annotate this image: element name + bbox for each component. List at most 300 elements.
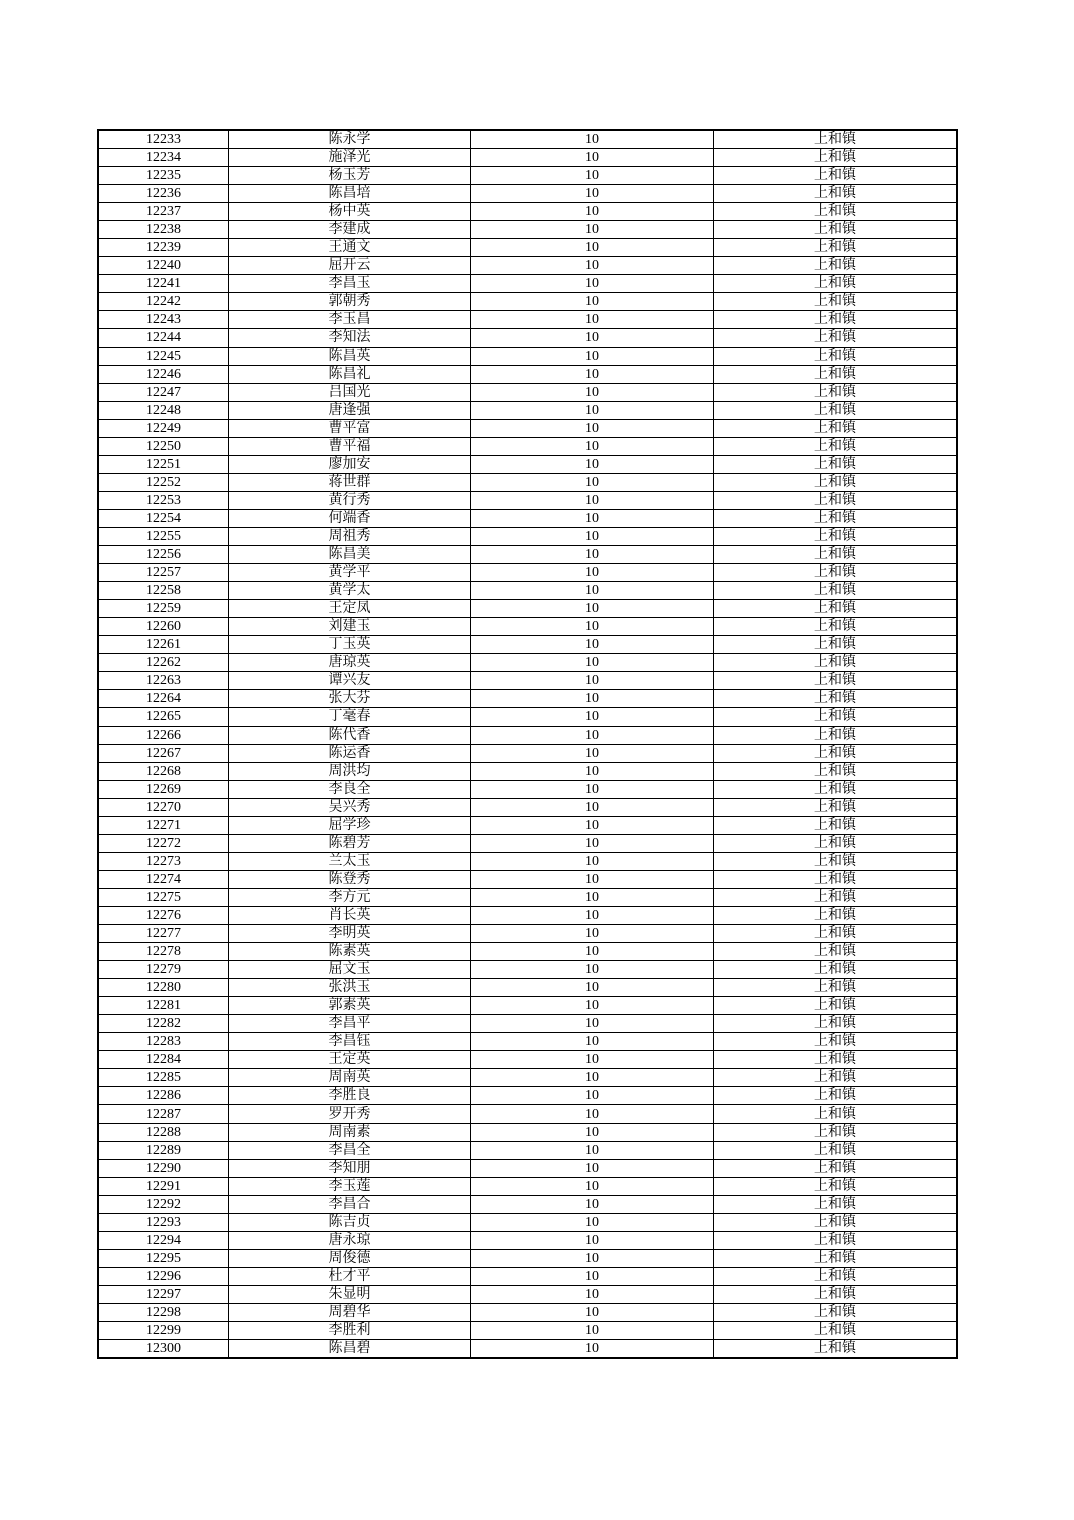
- cell-amount: 10: [471, 798, 714, 816]
- cell-name: 李方元: [229, 888, 471, 906]
- cell-name: 陈昌英: [229, 347, 471, 365]
- cell-amount: 10: [471, 365, 714, 383]
- table-row: [98, 925, 957, 943]
- cell-name: 丁毫春: [229, 708, 471, 726]
- cell-town: 上和镇: [714, 383, 958, 401]
- cell-town: 上和镇: [714, 509, 958, 527]
- table-row: [98, 1051, 957, 1069]
- table-row: [98, 1195, 957, 1213]
- cell-name: 张大芬: [229, 690, 471, 708]
- cell-amount: 10: [471, 419, 714, 437]
- cell-name: 黄行秀: [229, 491, 471, 509]
- cell-id: 12261: [98, 636, 229, 654]
- cell-name: 李明英: [229, 925, 471, 943]
- cell-name: 周南素: [229, 1123, 471, 1141]
- cell-town: 上和镇: [714, 546, 958, 564]
- cell-amount: 10: [471, 744, 714, 762]
- cell-amount: 10: [471, 1051, 714, 1069]
- cell-town: 上和镇: [714, 979, 958, 997]
- cell-name: 兰太玉: [229, 852, 471, 870]
- cell-town: 上和镇: [714, 961, 958, 979]
- cell-name: 李知法: [229, 329, 471, 347]
- cell-amount: 10: [471, 1304, 714, 1322]
- table-row: [98, 708, 957, 726]
- cell-id: 12248: [98, 401, 229, 419]
- cell-id: 12260: [98, 618, 229, 636]
- cell-amount: 10: [471, 329, 714, 347]
- cell-town: 上和镇: [714, 654, 958, 672]
- cell-id: 12272: [98, 834, 229, 852]
- cell-id: 12281: [98, 997, 229, 1015]
- table-row: [98, 870, 957, 888]
- cell-amount: 10: [471, 257, 714, 275]
- table-row: [98, 257, 957, 275]
- cell-id: 12235: [98, 167, 229, 185]
- cell-amount: 10: [471, 437, 714, 455]
- cell-town: 上和镇: [714, 1159, 958, 1177]
- cell-name: 李昌玉: [229, 275, 471, 293]
- cell-town: 上和镇: [714, 1195, 958, 1213]
- cell-id: 12286: [98, 1087, 229, 1105]
- table-row: [98, 311, 957, 329]
- table-row: [98, 979, 957, 997]
- cell-amount: 10: [471, 1195, 714, 1213]
- cell-id: 12271: [98, 816, 229, 834]
- cell-amount: 10: [471, 1123, 714, 1141]
- cell-town: 上和镇: [714, 311, 958, 329]
- cell-id: 12285: [98, 1069, 229, 1087]
- cell-town: 上和镇: [714, 401, 958, 419]
- cell-name: 陈素英: [229, 943, 471, 961]
- cell-town: 上和镇: [714, 130, 958, 149]
- cell-town: 上和镇: [714, 293, 958, 311]
- cell-name: 杜才平: [229, 1267, 471, 1285]
- cell-name: 屈开云: [229, 257, 471, 275]
- cell-name: 陈昌培: [229, 185, 471, 203]
- cell-town: 上和镇: [714, 149, 958, 167]
- cell-name: 刘建玉: [229, 618, 471, 636]
- table-row: [98, 149, 957, 167]
- cell-id: 12269: [98, 780, 229, 798]
- cell-id: 12282: [98, 1015, 229, 1033]
- cell-id: 12299: [98, 1322, 229, 1340]
- cell-amount: 10: [471, 130, 714, 149]
- table-row: [98, 185, 957, 203]
- cell-id: 12252: [98, 473, 229, 491]
- table-row: [98, 1213, 957, 1231]
- cell-town: 上和镇: [714, 1177, 958, 1195]
- cell-amount: 10: [471, 221, 714, 239]
- cell-name: 陈碧芳: [229, 834, 471, 852]
- cell-amount: 10: [471, 654, 714, 672]
- cell-town: 上和镇: [714, 491, 958, 509]
- cell-town: 上和镇: [714, 1051, 958, 1069]
- table-row: [98, 618, 957, 636]
- cell-town: 上和镇: [714, 852, 958, 870]
- cell-town: 上和镇: [714, 834, 958, 852]
- cell-amount: 10: [471, 149, 714, 167]
- cell-amount: 10: [471, 636, 714, 654]
- cell-town: 上和镇: [714, 1322, 958, 1340]
- cell-name: 郭素英: [229, 997, 471, 1015]
- cell-name: 李玉莲: [229, 1177, 471, 1195]
- table-row: [98, 1177, 957, 1195]
- cell-amount: 10: [471, 203, 714, 221]
- cell-id: 12262: [98, 654, 229, 672]
- cell-town: 上和镇: [714, 1304, 958, 1322]
- cell-name: 李胜良: [229, 1087, 471, 1105]
- cell-id: 12289: [98, 1141, 229, 1159]
- cell-town: 上和镇: [714, 762, 958, 780]
- cell-id: 12290: [98, 1159, 229, 1177]
- cell-town: 上和镇: [714, 1340, 958, 1359]
- cell-id: 12273: [98, 852, 229, 870]
- table-row: [98, 1087, 957, 1105]
- cell-town: 上和镇: [714, 870, 958, 888]
- table-row: [98, 1340, 957, 1359]
- table-row: [98, 798, 957, 816]
- table-row: [98, 582, 957, 600]
- cell-id: 12247: [98, 383, 229, 401]
- cell-name: 王定凤: [229, 600, 471, 618]
- cell-id: 12250: [98, 437, 229, 455]
- table-row: [98, 491, 957, 509]
- table-row: [98, 1159, 957, 1177]
- cell-name: 唐永琼: [229, 1231, 471, 1249]
- cell-id: 12280: [98, 979, 229, 997]
- cell-id: 12255: [98, 527, 229, 545]
- cell-id: 12287: [98, 1105, 229, 1123]
- cell-name: 李昌平: [229, 1015, 471, 1033]
- cell-id: 12263: [98, 672, 229, 690]
- table-row: [98, 130, 957, 149]
- table-row: [98, 997, 957, 1015]
- cell-id: 12264: [98, 690, 229, 708]
- table-row: [98, 834, 957, 852]
- cell-id: 12284: [98, 1051, 229, 1069]
- cell-name: 廖加安: [229, 455, 471, 473]
- cell-name: 李昌合: [229, 1195, 471, 1213]
- cell-town: 上和镇: [714, 744, 958, 762]
- table-row: [98, 275, 957, 293]
- cell-id: 12293: [98, 1213, 229, 1231]
- cell-town: 上和镇: [714, 437, 958, 455]
- cell-amount: 10: [471, 473, 714, 491]
- cell-id: 12279: [98, 961, 229, 979]
- cell-id: 12275: [98, 888, 229, 906]
- table-row: [98, 203, 957, 221]
- cell-amount: 10: [471, 979, 714, 997]
- cell-id: 12234: [98, 149, 229, 167]
- cell-town: 上和镇: [714, 816, 958, 834]
- cell-town: 上和镇: [714, 455, 958, 473]
- cell-town: 上和镇: [714, 203, 958, 221]
- cell-town: 上和镇: [714, 1123, 958, 1141]
- table-row: [98, 852, 957, 870]
- cell-id: 12298: [98, 1304, 229, 1322]
- cell-amount: 10: [471, 870, 714, 888]
- cell-name: 张洪玉: [229, 979, 471, 997]
- cell-amount: 10: [471, 690, 714, 708]
- table-row: [98, 961, 957, 979]
- cell-town: 上和镇: [714, 780, 958, 798]
- cell-name: 蒋世群: [229, 473, 471, 491]
- cell-id: 12300: [98, 1340, 229, 1359]
- table-row: [98, 221, 957, 239]
- cell-id: 12268: [98, 762, 229, 780]
- cell-id: 12249: [98, 419, 229, 437]
- table-row: [98, 906, 957, 924]
- cell-name: 陈昌碧: [229, 1340, 471, 1359]
- cell-town: 上和镇: [714, 1213, 958, 1231]
- cell-name: 李昌全: [229, 1141, 471, 1159]
- cell-id: 12295: [98, 1249, 229, 1267]
- cell-amount: 10: [471, 491, 714, 509]
- cell-name: 朱显明: [229, 1285, 471, 1303]
- cell-town: 上和镇: [714, 798, 958, 816]
- cell-town: 上和镇: [714, 1285, 958, 1303]
- table-row: [98, 888, 957, 906]
- cell-id: 12242: [98, 293, 229, 311]
- cell-name: 屈文玉: [229, 961, 471, 979]
- cell-name: 郭朝秀: [229, 293, 471, 311]
- cell-town: 上和镇: [714, 275, 958, 293]
- cell-id: 12236: [98, 185, 229, 203]
- cell-id: 12243: [98, 311, 229, 329]
- cell-amount: 10: [471, 600, 714, 618]
- cell-amount: 10: [471, 1322, 714, 1340]
- table-row: [98, 1105, 957, 1123]
- cell-id: 12239: [98, 239, 229, 257]
- cell-amount: 10: [471, 1267, 714, 1285]
- cell-id: 12291: [98, 1177, 229, 1195]
- cell-town: 上和镇: [714, 997, 958, 1015]
- cell-name: 陈昌美: [229, 546, 471, 564]
- cell-amount: 10: [471, 834, 714, 852]
- cell-name: 黄学平: [229, 564, 471, 582]
- cell-amount: 10: [471, 726, 714, 744]
- table-row: [98, 762, 957, 780]
- cell-amount: 10: [471, 906, 714, 924]
- cell-town: 上和镇: [714, 690, 958, 708]
- cell-id: 12294: [98, 1231, 229, 1249]
- cell-name: 王通文: [229, 239, 471, 257]
- table-row: [98, 473, 957, 491]
- table-row: [98, 672, 957, 690]
- cell-id: 12265: [98, 708, 229, 726]
- cell-town: 上和镇: [714, 473, 958, 491]
- cell-id: 12240: [98, 257, 229, 275]
- table-row: [98, 437, 957, 455]
- cell-town: 上和镇: [714, 329, 958, 347]
- cell-name: 杨中英: [229, 203, 471, 221]
- cell-id: 12274: [98, 870, 229, 888]
- cell-id: 12276: [98, 906, 229, 924]
- table-row: [98, 383, 957, 401]
- cell-id: 12245: [98, 347, 229, 365]
- cell-town: 上和镇: [714, 1015, 958, 1033]
- cell-name: 唐逢强: [229, 401, 471, 419]
- table-body: [98, 130, 957, 1358]
- cell-name: 陈吉贞: [229, 1213, 471, 1231]
- cell-amount: 10: [471, 1015, 714, 1033]
- table-row: [98, 527, 957, 545]
- cell-amount: 10: [471, 1159, 714, 1177]
- cell-name: 施泽光: [229, 149, 471, 167]
- cell-amount: 10: [471, 275, 714, 293]
- cell-town: 上和镇: [714, 1105, 958, 1123]
- cell-amount: 10: [471, 1069, 714, 1087]
- cell-town: 上和镇: [714, 419, 958, 437]
- cell-amount: 10: [471, 1249, 714, 1267]
- cell-town: 上和镇: [714, 708, 958, 726]
- cell-amount: 10: [471, 167, 714, 185]
- cell-amount: 10: [471, 780, 714, 798]
- table-row: [98, 455, 957, 473]
- cell-amount: 10: [471, 455, 714, 473]
- cell-town: 上和镇: [714, 1033, 958, 1051]
- cell-name: 罗开秀: [229, 1105, 471, 1123]
- cell-id: 12292: [98, 1195, 229, 1213]
- table-row: [98, 329, 957, 347]
- cell-amount: 10: [471, 1033, 714, 1051]
- cell-amount: 10: [471, 852, 714, 870]
- cell-town: 上和镇: [714, 167, 958, 185]
- cell-amount: 10: [471, 961, 714, 979]
- cell-amount: 10: [471, 1105, 714, 1123]
- cell-id: 12258: [98, 582, 229, 600]
- cell-town: 上和镇: [714, 365, 958, 383]
- table-row: [98, 600, 957, 618]
- cell-town: 上和镇: [714, 600, 958, 618]
- cell-name: 陈昌礼: [229, 365, 471, 383]
- cell-id: 12233: [98, 130, 229, 149]
- cell-amount: 10: [471, 925, 714, 943]
- cell-town: 上和镇: [714, 943, 958, 961]
- cell-amount: 10: [471, 1213, 714, 1231]
- table-row: [98, 347, 957, 365]
- table-row: [98, 1304, 957, 1322]
- table-row: [98, 365, 957, 383]
- cell-amount: 10: [471, 582, 714, 600]
- cell-town: 上和镇: [714, 1249, 958, 1267]
- table-row: [98, 780, 957, 798]
- cell-name: 周南英: [229, 1069, 471, 1087]
- cell-amount: 10: [471, 527, 714, 545]
- cell-town: 上和镇: [714, 906, 958, 924]
- cell-amount: 10: [471, 546, 714, 564]
- data-table: [97, 129, 958, 1359]
- cell-town: 上和镇: [714, 1087, 958, 1105]
- cell-amount: 10: [471, 1340, 714, 1359]
- table-row: [98, 1069, 957, 1087]
- cell-amount: 10: [471, 383, 714, 401]
- cell-amount: 10: [471, 762, 714, 780]
- table-row: [98, 1015, 957, 1033]
- cell-town: 上和镇: [714, 1267, 958, 1285]
- cell-name: 谭兴友: [229, 672, 471, 690]
- cell-town: 上和镇: [714, 239, 958, 257]
- cell-town: 上和镇: [714, 257, 958, 275]
- cell-town: 上和镇: [714, 1231, 958, 1249]
- cell-id: 12238: [98, 221, 229, 239]
- cell-id: 12237: [98, 203, 229, 221]
- cell-name: 王定英: [229, 1051, 471, 1069]
- cell-amount: 10: [471, 1177, 714, 1195]
- cell-amount: 10: [471, 943, 714, 961]
- cell-name: 周碧华: [229, 1304, 471, 1322]
- cell-town: 上和镇: [714, 888, 958, 906]
- cell-id: 12259: [98, 600, 229, 618]
- cell-amount: 10: [471, 347, 714, 365]
- cell-town: 上和镇: [714, 726, 958, 744]
- cell-id: 12270: [98, 798, 229, 816]
- cell-amount: 10: [471, 1087, 714, 1105]
- cell-amount: 10: [471, 311, 714, 329]
- table-row: [98, 726, 957, 744]
- cell-amount: 10: [471, 618, 714, 636]
- cell-name: 何端香: [229, 509, 471, 527]
- table-row: [98, 636, 957, 654]
- cell-name: 吴兴秀: [229, 798, 471, 816]
- cell-name: 李良全: [229, 780, 471, 798]
- table-row: [98, 419, 957, 437]
- cell-name: 黄学太: [229, 582, 471, 600]
- cell-amount: 10: [471, 997, 714, 1015]
- cell-name: 陈永学: [229, 130, 471, 149]
- cell-name: 陈登秀: [229, 870, 471, 888]
- cell-name: 李知朋: [229, 1159, 471, 1177]
- table-row: [98, 1285, 957, 1303]
- table-row: [98, 943, 957, 961]
- cell-amount: 10: [471, 888, 714, 906]
- cell-name: 吕国光: [229, 383, 471, 401]
- cell-amount: 10: [471, 1231, 714, 1249]
- cell-town: 上和镇: [714, 1069, 958, 1087]
- cell-id: 12246: [98, 365, 229, 383]
- cell-name: 周俊德: [229, 1249, 471, 1267]
- cell-id: 12266: [98, 726, 229, 744]
- cell-name: 唐琼英: [229, 654, 471, 672]
- table-row: [98, 239, 957, 257]
- cell-id: 12251: [98, 455, 229, 473]
- table-row: [98, 744, 957, 762]
- cell-name: 周祖秀: [229, 527, 471, 545]
- table-row: [98, 1249, 957, 1267]
- cell-id: 12256: [98, 546, 229, 564]
- table-row: [98, 1322, 957, 1340]
- cell-id: 12283: [98, 1033, 229, 1051]
- table-row: [98, 293, 957, 311]
- cell-name: 陈运香: [229, 744, 471, 762]
- cell-name: 曹平富: [229, 419, 471, 437]
- cell-id: 12296: [98, 1267, 229, 1285]
- cell-id: 12277: [98, 925, 229, 943]
- cell-name: 屈学珍: [229, 816, 471, 834]
- cell-town: 上和镇: [714, 1141, 958, 1159]
- cell-town: 上和镇: [714, 185, 958, 203]
- cell-name: 杨玉芳: [229, 167, 471, 185]
- cell-id: 12278: [98, 943, 229, 961]
- cell-amount: 10: [471, 509, 714, 527]
- cell-name: 李昌钰: [229, 1033, 471, 1051]
- table-row: [98, 1267, 957, 1285]
- cell-town: 上和镇: [714, 347, 958, 365]
- cell-town: 上和镇: [714, 618, 958, 636]
- table-row: [98, 509, 957, 527]
- cell-name: 周洪均: [229, 762, 471, 780]
- cell-id: 12257: [98, 564, 229, 582]
